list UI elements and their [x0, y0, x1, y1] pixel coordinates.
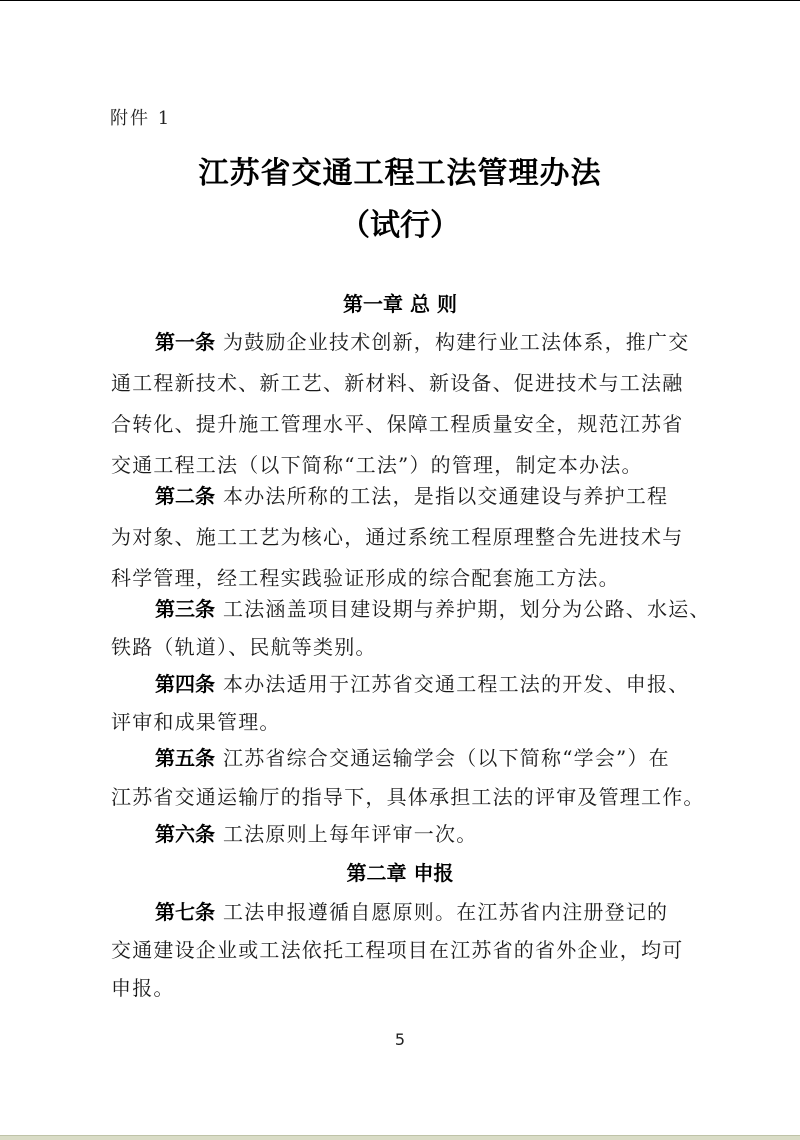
article-2-line-2: 为对象、施工工艺为核心，通过系统工程原理整合先进技术与: [111, 525, 684, 549]
article-3-lead: 第三条: [155, 597, 215, 621]
article-4-line-1: [155, 668, 691, 697]
article-text: 为鼓励企业技术创新，构建行业工法体系，推广交: [223, 330, 690, 354]
article-6-line-1: [155, 818, 691, 847]
article-4-line-2: 评审和成果管理。: [111, 710, 281, 734]
article-7-line-2: 交通建设企业或工法依托工程项目在江苏省的省外企业，均可: [111, 938, 684, 962]
article-1-line-1: [155, 326, 691, 355]
article-7-line-3: 申报。: [111, 976, 175, 1000]
article-text: 本办法适用于江苏省交通工程工法的开发、申报、: [223, 672, 690, 696]
article-text: 工法涵盖项目建设期与养护期，划分为公路、水运、: [223, 597, 711, 621]
article-5-lead: 第五条: [155, 746, 215, 770]
viewer-bottom-strip: [0, 1135, 800, 1140]
article-2-line-1: [155, 480, 691, 509]
article-1-line-3: 合转化、提升施工管理水平、保障工程质量安全，规范江苏省: [111, 412, 684, 436]
article-text: 本办法所称的工法，是指以交通建设与养护工程: [223, 484, 669, 508]
article-5-line-2: 江苏省交通运输厅的指导下，具体承担工法的评审及管理工作。: [111, 785, 705, 809]
article-text: 工法申报遵循自愿原则。在江苏省内注册登记的: [223, 900, 669, 924]
article-text: 江苏省综合交通运输学会（以下简称“学会”）在: [223, 746, 670, 770]
article-3-line-1: [155, 593, 711, 622]
article-1-line-4: 交通工程工法（以下简称“工法”）的管理，制定本办法。: [111, 453, 643, 477]
document-title: 江苏省交通工程工法管理办法: [198, 156, 602, 191]
chapter-heading-1: 第一章 总 则: [343, 292, 457, 316]
attachment-label: 附件 1: [110, 108, 172, 129]
document-subtitle: （试行）: [340, 208, 460, 243]
article-5-line-1: [155, 742, 691, 771]
chapter-heading-2: 第二章 申报: [346, 861, 454, 885]
page-number: 5: [394, 1030, 406, 1049]
article-text: 工法原则上每年评审一次。: [223, 822, 478, 846]
article-7-lead: 第七条: [155, 900, 215, 924]
article-3-line-2: 铁路（轨道）、民航等类别。: [111, 635, 377, 659]
article-6-lead: 第六条: [155, 822, 215, 846]
article-7-line-1: [155, 896, 691, 925]
article-4-lead: 第四条: [155, 672, 215, 696]
page-top-border: [0, 0, 800, 1]
article-2-line-3: 科学管理，经工程实践验证形成的综合配套施工方法。: [111, 566, 620, 590]
article-2-lead: 第二条: [155, 484, 215, 508]
article-1-lead: 第一条: [155, 330, 215, 354]
article-1-line-2: 通工程新技术、新工艺、新材料、新设备、促进技术与工法融: [111, 371, 684, 395]
